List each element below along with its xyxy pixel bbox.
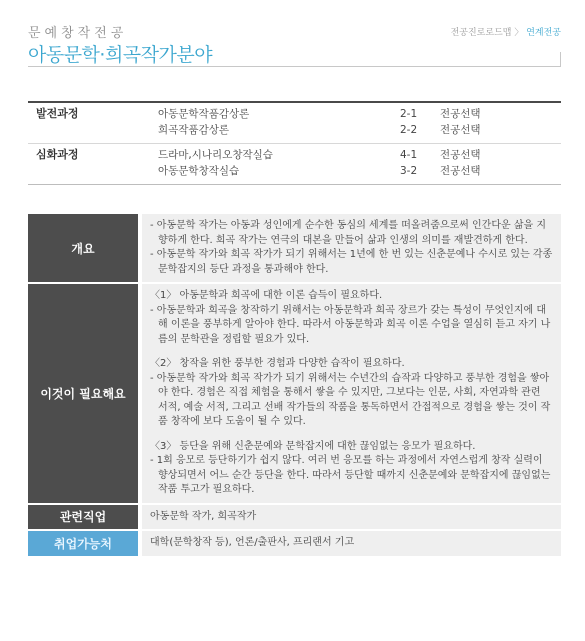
course-semester: 4-1 — [400, 149, 418, 161]
overview-row — [28, 214, 561, 282]
breadcrumb-separator: 〉 — [514, 28, 524, 38]
overview-line: - 아동문학 작가와 희곡 작가가 되기 위해서는 1년에 한 번 있는 신춘문예나 수시로 있는 각종 문학잡지의 등단 과정을 통과해야 한다. — [150, 249, 553, 275]
needs-heading: 〈2〉 창작을 위한 풍부한 경험과 다양한 습작이 필요하다. — [150, 358, 405, 369]
course-item — [158, 163, 561, 179]
needs-body — [142, 284, 561, 503]
course-list — [158, 147, 561, 179]
header-divider — [28, 66, 561, 67]
needs-text: - 1회 응모로 등단하기가 쉽지 않다. 여러 번 응모를 하는 과정에서 자연스럽게 창작 실력이 향상되면서 어느 순간 등단을 한다. 따라서 등단할 때까지 신춘문예와 문학잡지에 끊임없는 작품 투고가 필요하다. — [150, 455, 551, 495]
needs-heading: 〈1〉 아동문학과 희곡에 대한 이론 습득이 필요하다. — [150, 290, 383, 301]
overview-line: - 아동문학 작가는 아동과 성인에게 순수한 동심의 세계를 떠올려줌으로써 인간다운 삶을 지향하게 한다. 희곡 작가는 연극의 대본을 만들어 삶과 인생의 의미를 재발견하게 한다. — [150, 220, 546, 246]
course-category: 심화과정 — [36, 148, 79, 161]
info-table — [28, 214, 561, 558]
course-semester: 2-1 — [400, 108, 418, 120]
course-semester: 2-2 — [400, 124, 418, 136]
course-name: 희곡작품감상론 — [158, 124, 230, 136]
breadcrumb — [451, 25, 561, 38]
course-name: 아동문학창작실습 — [158, 165, 240, 177]
needs-text: - 아동문학 작가와 희곡 작가가 되기 위해서는 수년간의 습작과 다양하고 풍부한 경험을 쌓아야 한다. 경험은 직접 체험을 통해서 쌓을 수 있지만, 그보다는 인문, 사회, 자연과학 관련 서적, 예술 서적, 그리고 선배 작가들의 작품을 통독하면서 간접적으로 경험을 쌓는 것이 작품 창작에 보다 도움이 될 수 있다. — [150, 372, 551, 427]
course-type: 전공선택 — [440, 165, 481, 177]
course-item — [158, 147, 561, 163]
employers-value: 대학(문학창작 등), 언론/출판사, 프리랜서 기고 — [142, 531, 561, 556]
header-divider-tick — [560, 52, 561, 67]
employers-row — [28, 531, 561, 556]
jobs-label: 관련직업 — [28, 505, 138, 530]
course-type: 전공선택 — [440, 149, 481, 161]
breadcrumb-current[interactable]: 연계전공 — [526, 28, 561, 38]
employers-label: 취업가능처 — [28, 531, 138, 556]
section-gap — [150, 347, 553, 357]
needs-label: 이것이 필요해요 — [28, 284, 138, 503]
needs-row — [28, 284, 561, 503]
course-list — [158, 106, 561, 138]
overview-label: 개요 — [28, 214, 138, 282]
needs-heading: 〈3〉 등단을 위해 신춘문예와 문학잡지에 대한 끊임없는 응모가 필요하다. — [150, 440, 476, 452]
course-semester: 3-2 — [400, 165, 418, 177]
course-category: 발전과정 — [36, 107, 79, 120]
section-gap — [150, 430, 553, 440]
jobs-value: 아동문학 작가, 희곡작가 — [142, 505, 561, 530]
course-table — [28, 101, 561, 185]
course-type: 전공선택 — [440, 124, 481, 136]
course-type: 전공선택 — [440, 108, 481, 120]
overview-body — [142, 214, 561, 282]
course-row-development — [28, 103, 561, 144]
course-name: 아동문학작품감상론 — [158, 108, 250, 120]
page-title: 아동문학·희곡작가분야 — [28, 44, 213, 66]
course-row-advanced — [28, 144, 561, 185]
course-item — [158, 106, 561, 122]
department-name: 문예창작전공 — [28, 26, 128, 41]
course-item — [158, 122, 561, 138]
needs-text: - 아동문학과 희곡을 창작하기 위해서는 아동문학과 희곡 장르가 갖는 특성이 무엇인지에 대해 이론을 풍부하게 알아야 한다. 따라서 아동문학과 희곡 이론 수업을 열심히 듣고 자기 나름의 문학관을 정립할 필요가 있다. — [150, 304, 551, 345]
jobs-row — [28, 505, 561, 530]
course-name: 드라마,시나리오창작실습 — [158, 149, 273, 161]
breadcrumb-root[interactable]: 전공진로로드맵 — [450, 28, 512, 38]
